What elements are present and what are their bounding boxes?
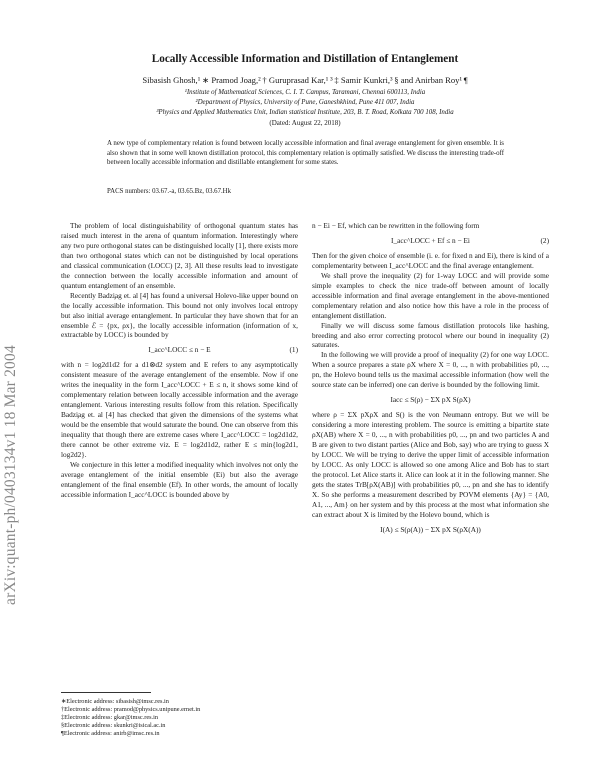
- equation-body: Iacc ≤ S(ρ) − ΣX pX S(ρX): [390, 395, 471, 405]
- pacs-numbers: PACS numbers: 03.67.-a, 03.65.Bz, 03.67.Hk: [107, 188, 231, 195]
- equation-body: I_acc^LOCC ≤ n − E: [148, 345, 211, 355]
- affiliation-2: ²Department of Physics, University of Pune, Ganeshkhind, Pune 411 007, India: [195, 99, 415, 106]
- equation-number: (2): [540, 235, 549, 245]
- paragraph: Finally we will discuss some famous distillation protocols like hashing, breeding and also error correcting protocol where our bound in inequality (2) saturates.: [312, 320, 549, 350]
- paragraph: Recently Badzi̧ag et. al [4] has found a universal Holevo-like upper bound on the locally accessible information. This bound not only involves local entropy but also initial average entanglement. In particular they have shown that for an ensemble ℰ = {px, ρx}, the locally accessible information (information of x, extractable by LOCC) is bounded by: [61, 290, 298, 340]
- affiliation-3: ³Physics and Applied Mathematics Unit, Indian statistical Institute, 203, B. T. Road, Kolkata 700 108, India: [156, 109, 454, 116]
- equation-body: I(A) ≤ S(ρ(A)) − ΣX pX S(ρX(A)): [380, 524, 481, 534]
- equation-4: [312, 525, 549, 535]
- affiliation-1: ¹Institute of Mathematical Sciences, C. I. T. Campus, Taramani, Chennai 600113, India: [184, 89, 426, 96]
- arxiv-identifier: arXiv:quant-ph/0403134v1 18 Mar 2004: [2, 345, 19, 605]
- paragraph: In the following we will provide a proof of inequality (2) for one way LOCC. When a source prepares a state ρX where X = 0, ..., n with probabilities p0, ..., pn, the Holevo bound tells us the maximal accessible information (how well the source state can be inferred) one can derive is bounded by the following limit.: [312, 350, 549, 390]
- paper-title: Locally Accessible Information and Distillation of Entanglement: [151, 53, 459, 65]
- paragraph: The problem of local distinguishability of orthogonal quantum states has raised much interest in the arena of quantum information. Interestingly where any two pure orthogonal states can be distinguished locally [1], there exists more than two orthogonal states which can not be distinguished by local operations and classical communication (LOCC) [2, 3]. All these results lead to investigate the connection between the locally accessible information and amount of quantum entanglement of an ensemble.: [61, 221, 298, 290]
- equation-number: (1): [289, 345, 298, 355]
- author-list: Sibasish Ghosh,¹ ∗ Pramod Joag,² † Guruprasad Kar,¹ ³ ‡ Samir Kunkri,³ § and Anirban Roy¹ ¶: [142, 75, 468, 85]
- paragraph: where ρ = ΣX pXρX and S() is the von Neumann entropy. But we will be considering a more interesting problem. The source is emitting a bipartite state ρX(AB) where X = 0, ..., n with probabilities p0, ..., pn and two particles A and B are given to two distant parties (Alice and Bob, say) who are trying to guess X by LOCC. We will be trying to derive the upper limit of accessible information by LOCC. As only LOCC is allowed so one among Alice and Bob has to start the protocol. Let Alice starts it. Alice can look at it in the following manner. She gets the states TrB[ρX(AB)] with probabilities p0, ..., pn and she has to identify X. So she performs a measurement described by POVM elements {Ay} = {A0, A1, ..., Am} on her system and by this process at the most what information she can extract about X is limited by the Holevo bound, which is: [312, 410, 549, 519]
- date-line: (Dated: August 22, 2018): [269, 119, 341, 127]
- paragraph: Then for the given choice of ensemble (i. e. for fixed n and Ei), there is kind of a complementarity between I_acc^LOCC and the final average entanglement.: [312, 250, 549, 270]
- paragraph: with n = log2d1d2 for a d1⊗d2 system and E refers to any asymptotically consistent measure of the average entanglement of the ensemble. Now if one writes the inequality in the form I_acc^LOCC + E ≤ n, it shows some kind of complementary relation between locally accessible information and the average entanglement. Various interesting results follow from this relation. Specifically Badzi̧ag et. al [4] has checked that given the dimensions of the systems what would be the ensemble that would saturate the bound. One can observe from this inequality that though there are extreme cases where I_acc^LOCC = log2d1d2, there cannot be other extreme viz. E = log2d1d2, rather E ≤ min{log2d1, log2d2}.: [61, 360, 298, 459]
- left-column: [61, 221, 298, 500]
- footnote: §Electronic address: skunkri@isical.ac.in: [61, 722, 166, 729]
- footnote: ∗Electronic address: sibasish@imsc.res.in: [61, 698, 169, 705]
- paragraph: We conjecture in this letter a modified inequality which involves not only the average entanglement of the initial ensemble (Ei) but also the average entanglement of the final ensemble (Ef). In other words, the amount of locally accessible information I_acc^LOCC is bounded above by: [61, 459, 298, 499]
- paragraph: We shall prove the inequality (2) for 1-way LOCC and will provide some simple examples to check the nice trade-off between amount of locally accessible information and final average entanglement in the above-mentioned complementary relation and also notice how this have a role in the process of entanglement distillation.: [312, 270, 549, 320]
- paragraph: n − Ei − Ef, which can be rewritten in the following form: [312, 221, 480, 230]
- equation-body: I_acc^LOCC + Ef ≤ n − Ei: [391, 235, 470, 245]
- equation-2: [312, 236, 549, 246]
- right-column: [312, 221, 549, 540]
- footnote: ¶Electronic address: anirb@imsc.res.in: [61, 730, 160, 737]
- footnote: ‡Electronic address: gkar@imsc.res.in: [61, 714, 159, 721]
- equation-1: [61, 345, 298, 355]
- footnote: †Electronic address: pramod@physics.unipune.ernet.in: [61, 706, 201, 713]
- equation-3: [312, 395, 549, 405]
- abstract: A new type of complementary relation is found between locally accessible information and final average entanglement for given ensemble. It is also shown that in some well known distillation protocol, this complementary relation is optimally satisfied. We discuss the interesting trade-off between locally accessible information and distillable entanglement for some states.: [107, 140, 504, 167]
- footnote-divider: [61, 692, 151, 693]
- footnotes: [61, 692, 298, 738]
